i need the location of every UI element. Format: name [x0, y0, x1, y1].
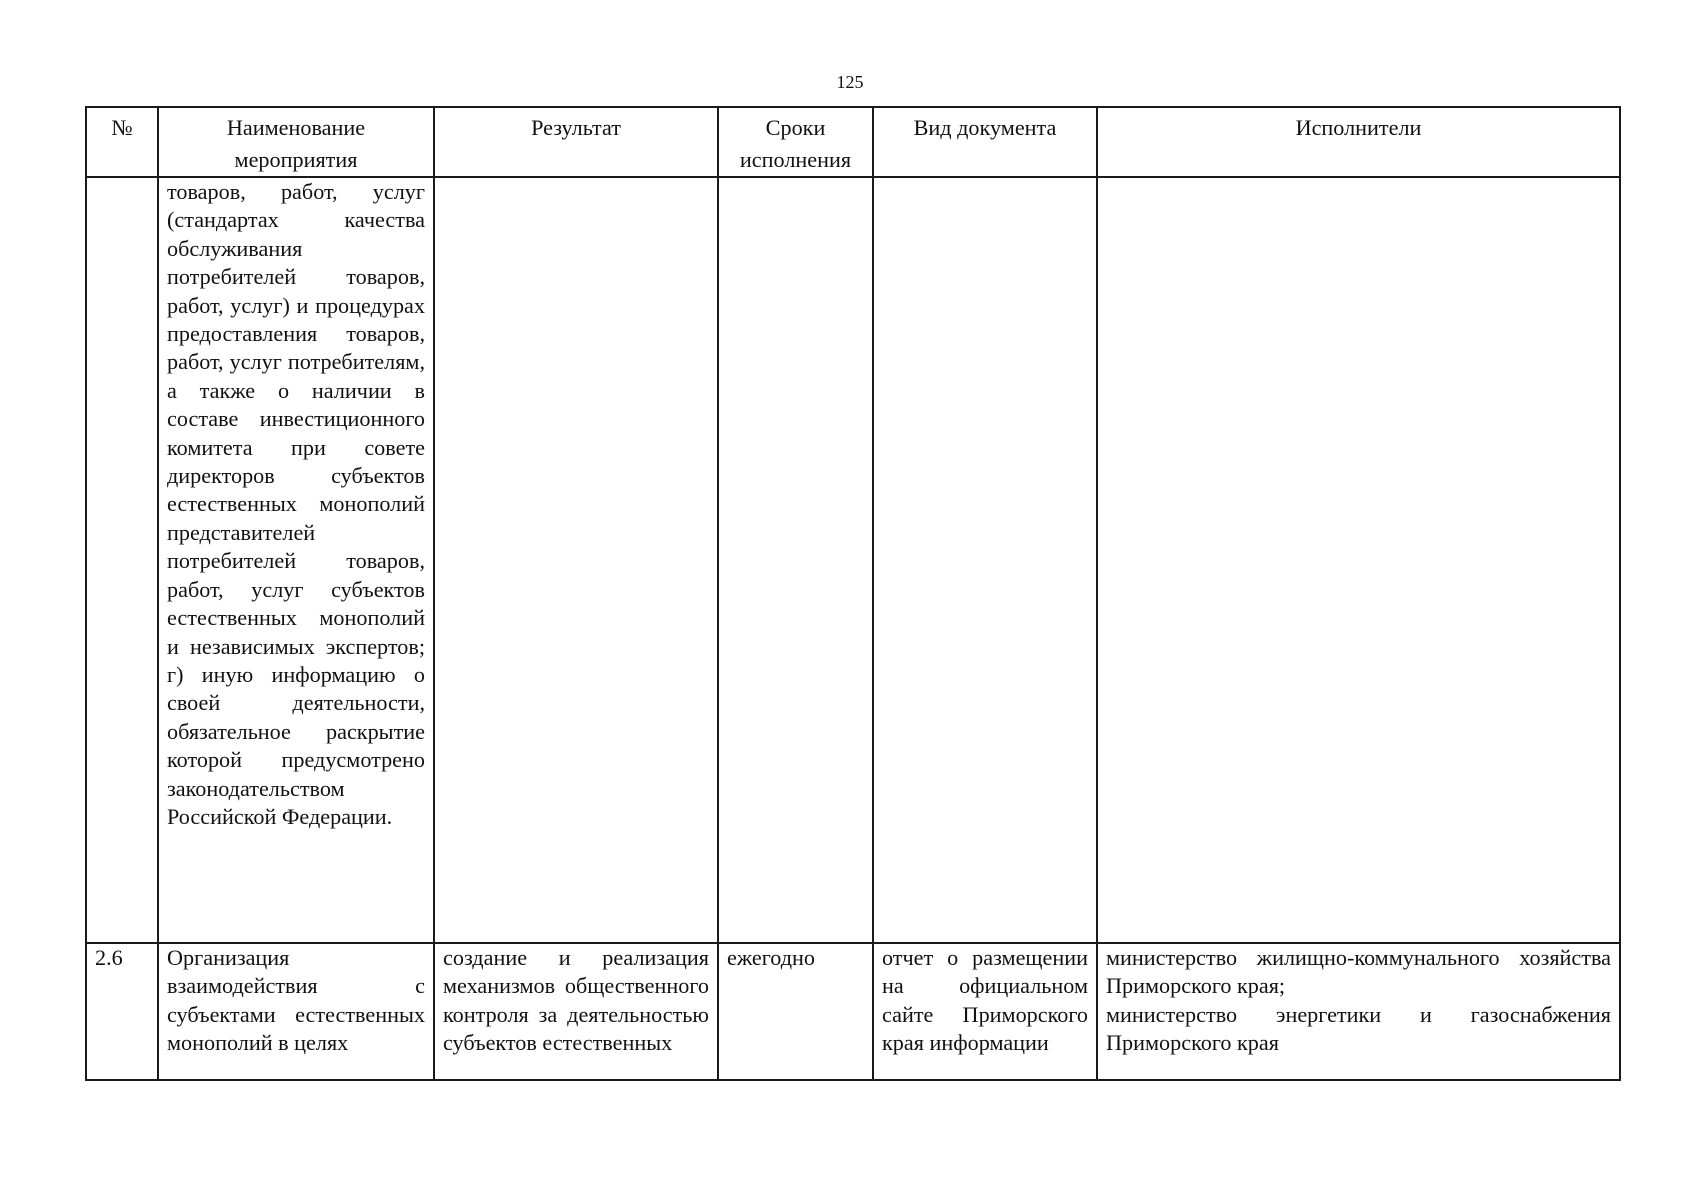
cell-event-name: Организация взаимодействия с субъектами естественных монополий в целях — [158, 943, 434, 1080]
cell-deadline — [718, 177, 873, 943]
cell-deadline: ежегодно — [718, 943, 873, 1080]
header-number: № — [86, 107, 158, 177]
header-result: Результат — [434, 107, 718, 177]
executor-entry: министерство энергетики и газоснабжения Приморского края — [1106, 1001, 1611, 1056]
header-executors: Исполнители — [1097, 107, 1620, 177]
plan-table — [85, 106, 1621, 1081]
cell-event-name: товаров, работ, услуг (стандартах качества обслуживания потребителей товаров, работ, услуг) и процедурах предоставления товаров, работ, услуг потребителям, а также о наличии в составе инвестиционного комитета при совете директоров субъектов естественных монополий представителей потребителей товаров, работ, услуг субъектов естественных монополий и независимых экспертов; г) иную информацию о своей деятельности, обязательное раскрытие которой предусмотрено законодательством Российской Федерации. — [158, 177, 434, 943]
table-row — [86, 943, 1620, 1080]
cell-document-type: отчет о размещении на официальном сайте Приморского края информации — [873, 943, 1097, 1080]
table-header-row — [86, 107, 1620, 177]
cell-result: создание и реализация механизмов общественного контроля за деятельностью субъектов естественных — [434, 943, 718, 1080]
cell-result — [434, 177, 718, 943]
header-document-type: Вид документа — [873, 107, 1097, 177]
cell-executors — [1097, 177, 1620, 943]
cell-number — [86, 177, 158, 943]
header-deadline: Сроки исполнения — [718, 107, 873, 177]
page-number: 125 — [836, 72, 864, 92]
header-event-name: Наименование мероприятия — [158, 107, 434, 177]
executor-entry: министерство жилищно-коммунального хозяйства Приморского края; — [1106, 945, 1611, 999]
cell-number: 2.6 — [86, 943, 158, 1080]
cell-document-type — [873, 177, 1097, 943]
table-row — [86, 177, 1620, 943]
cell-executors — [1097, 943, 1620, 1080]
